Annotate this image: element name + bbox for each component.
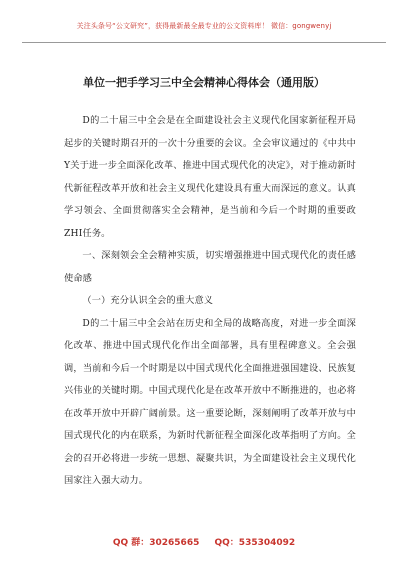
footer-contact <box>0 535 408 548</box>
header-divider <box>22 42 386 43</box>
paragraph-intro: D的二十届三中全会是在全面建设社会主义现代化国家新征程开局起步的关键时期召开的一次十分重要的会议。全会审议通过的《中共中Y关于进一步全面深化改革、推进中国式现代化的决定》，对于推动新时代新征程改革开放和社会主义现代化建设具有重大而深远的意义。认真学习领会、全面贯彻落实全会精神，是当前和今后一个时期的重要政ZHI任务。 <box>64 115 356 239</box>
header-notice: 关注头条号“公文研究”，获得最新最全最专业的公文资料库！ 微信：gongwenyj <box>76 22 332 30</box>
footer-qq-group: QQ 群：30265665 <box>112 538 200 548</box>
paragraph-body-1: D的二十届三中全会站在历史和全局的战略高度，对进一步全面深化改革、推进中国式现代化作出全面部署，具有里程碑意义。全会强调，当前和今后一个时期是以中国式现代化全面推进强国建设、民族复兴伟业的关键时期。中国式现代化是在改革开放中不断推进的，也必将在改革开放中开辟广阔前景。这一重要论断，深刻阐明了改革开放与中国式现代化的内在联系，为新时代新征程全面深化改革指明了方向。全会的召开必将进一步统一思想、凝聚共识，为全面建设社会主义现代化国家注入强大动力。 <box>64 317 356 486</box>
section-heading-1: 一、深刻领会全会精神实质，切实增强推进中国式现代化的责任感使命感 <box>64 250 356 284</box>
footer-qq: QQ：535304092 <box>214 538 296 548</box>
document-title: 单位一把手学习三中全会精神心得体会（通用版） <box>83 76 325 89</box>
subsection-heading-1: （一）充分认识全会的重大意义 <box>82 295 214 306</box>
document-body <box>64 110 356 493</box>
